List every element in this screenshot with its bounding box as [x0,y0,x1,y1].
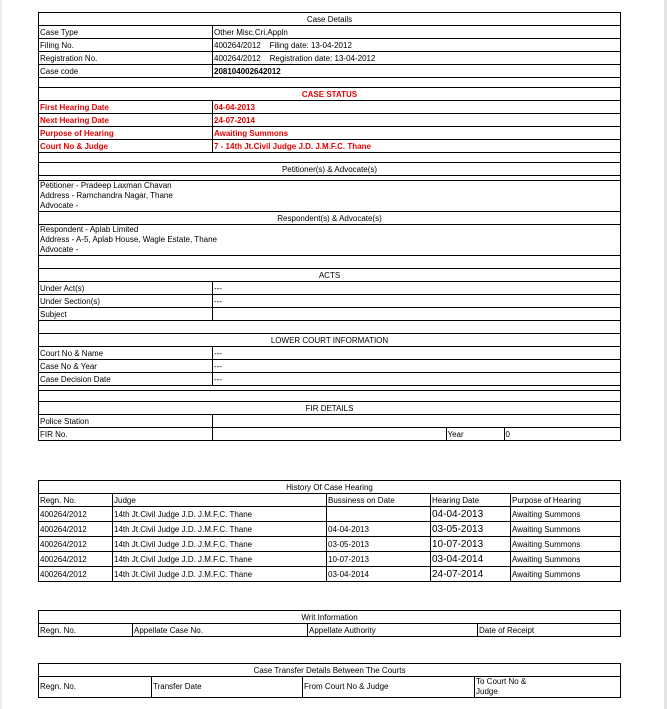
table-row [39,537,621,552]
registration-no-cell [213,52,621,65]
table-row [39,522,621,537]
filing-date: Filing date: 13-04-2012 [269,40,352,50]
history-header: Hearing Date [431,494,511,507]
regn-no: 400264/2012 [39,522,113,537]
business-date: 04-04-2013 [327,522,431,537]
business-date: 10-07-2013 [327,552,431,567]
writ-title: Writ Information [39,611,621,624]
purpose: Awaiting Summons [511,537,621,552]
purpose: Awaiting Summons [511,507,621,522]
fir-no-label: FIR No. [39,428,213,441]
table-row [39,552,621,567]
writ-header: Date of Receipt [478,624,621,637]
petitioner-info [39,181,621,212]
purpose: Awaiting Summons [511,552,621,567]
transfer-header: Regn. No. [39,677,152,698]
respondent-title: Respondent(s) & Advocate(s) [39,212,621,225]
business-date: 03-04-2014 [327,567,431,582]
history-header: Regn. No. [39,494,113,507]
transfer-title: Case Transfer Details Between The Courts [39,664,621,677]
writ-header: Regn. No. [39,624,133,637]
judge: 14th Jt.Civil Judge J.D. J.M.F.C. Thane [113,567,327,582]
under-acts-label: Under Act(s) [39,282,213,295]
case-type-value: Other Misc.Cri.Appln [213,26,621,39]
spacer-row [39,391,621,402]
under-sections-label: Under Section(s) [39,295,213,308]
lower-court-value: --- [213,347,621,360]
lower-case-label: Case No & Year [39,360,213,373]
regn-no: 400264/2012 [39,552,113,567]
case-type-label: Case Type [39,26,213,39]
registration-date: Registration date: 13-04-2012 [269,53,376,63]
hearing-date: 03-04-2014 [431,552,511,567]
fir-no-value [213,428,446,440]
first-hearing-label: First Hearing Date [39,101,213,114]
petitioner-advocate: Advocate - [40,201,79,210]
fir-title: FIR DETAILS [39,402,621,415]
registration-no-value: 400264/2012 [214,53,261,63]
decision-date-value: --- [213,373,621,386]
writ-header: Appellate Case No. [133,624,308,637]
decision-date-label: Case Decision Date [39,373,213,386]
regn-no: 400264/2012 [39,567,113,582]
respondent-info [39,225,621,256]
regn-no: 400264/2012 [39,507,113,522]
police-station-label: Police Station [39,415,213,428]
business-date: 03-05-2013 [327,537,431,552]
history-header: Purpose of Hearing [511,494,621,507]
fir-year-table [213,428,620,440]
transfer-header: From Court No & Judge [303,677,475,698]
petitioner-name: Petitioner - Pradeep Laxman Chavan [40,181,172,190]
purpose: Awaiting Summons [511,522,621,537]
purpose-value: Awaiting Summons [213,127,621,140]
writ-header-row [39,624,621,637]
case-status-title: CASE STATUS [39,88,621,101]
spacer-row [39,256,621,269]
purpose: Awaiting Summons [511,567,621,582]
history-header-row [39,494,621,507]
left-edge-shade [0,0,2,709]
purpose-label: Purpose of Hearing [39,127,213,140]
first-hearing-value: 04-04-2013 [213,101,621,114]
subject-value [213,308,621,321]
writ-header: Appellate Authority [308,624,478,637]
court-judge-value: 7 - 14th Jt.Civil Judge J.D. J.M.F.C. Thane [213,140,621,153]
case-code-label: Case code [39,65,213,78]
spacer-row [39,78,621,88]
history-title: History Of Case Hearing [39,481,621,494]
hearing-date: 03-05-2013 [431,522,511,537]
filing-no-cell [213,39,621,52]
year-label: Year [446,428,504,440]
court-judge-label: Court No & Judge [39,140,213,153]
subject-label: Subject [39,308,213,321]
respondent-address: Address - A-5, Aplab House, Wagle Estate, Thane [40,235,217,244]
writ-table [38,610,621,637]
history-table [38,480,621,582]
under-acts-value: --- [213,282,621,295]
police-station-value [213,415,621,428]
transfer-header-row [39,677,621,698]
judge: 14th Jt.Civil Judge J.D. J.M.F.C. Thane [113,507,327,522]
hearing-date: 10-07-2013 [431,537,511,552]
case-details-table [38,12,621,441]
transfer-header: Transfer Date [152,677,303,698]
lower-court-label: Court No & Name [39,347,213,360]
transfer-header: To Court No & Judge [475,677,621,698]
filing-no-label: Filing No. [39,39,213,52]
registration-no-label: Registration No. [39,52,213,65]
fir-no-row [213,428,621,441]
spacer-row [39,153,621,163]
case-code-value: 208104002642012 [213,65,621,78]
table-row [39,567,621,582]
next-hearing-value: 24-07-2014 [213,114,621,127]
under-sections-value: --- [213,295,621,308]
respondent-advocate: Advocate - [40,245,79,254]
case-details-title: Case Details [39,13,621,26]
hearing-date: 24-07-2014 [431,567,511,582]
acts-title: ACTS [39,269,621,282]
petitioner-title: Petitioner(s) & Advocate(s) [39,163,621,176]
next-hearing-label: Next Hearing Date [39,114,213,127]
judge: 14th Jt.Civil Judge J.D. J.M.F.C. Thane [113,537,327,552]
history-header: Judge [113,494,327,507]
hearing-date: 04-04-2013 [431,507,511,522]
judge: 14th Jt.Civil Judge J.D. J.M.F.C. Thane [113,522,327,537]
table-row [39,507,621,522]
spacer-row [39,321,621,334]
judge: 14th Jt.Civil Judge J.D. J.M.F.C. Thane [113,552,327,567]
petitioner-address: Address - Ramchandra Nagar, Thane [40,191,173,200]
lower-court-title: LOWER COURT INFORMATION [39,334,621,347]
history-header: Bussiness on Date [327,494,431,507]
transfer-table [38,663,621,698]
business-date [327,507,431,522]
regn-no: 400264/2012 [39,537,113,552]
respondent-name: Respondent - Aplab Limited [40,225,139,234]
lower-case-value: --- [213,360,621,373]
year-value: 0 [505,429,510,439]
filing-no-value: 400264/2012 [214,40,261,50]
